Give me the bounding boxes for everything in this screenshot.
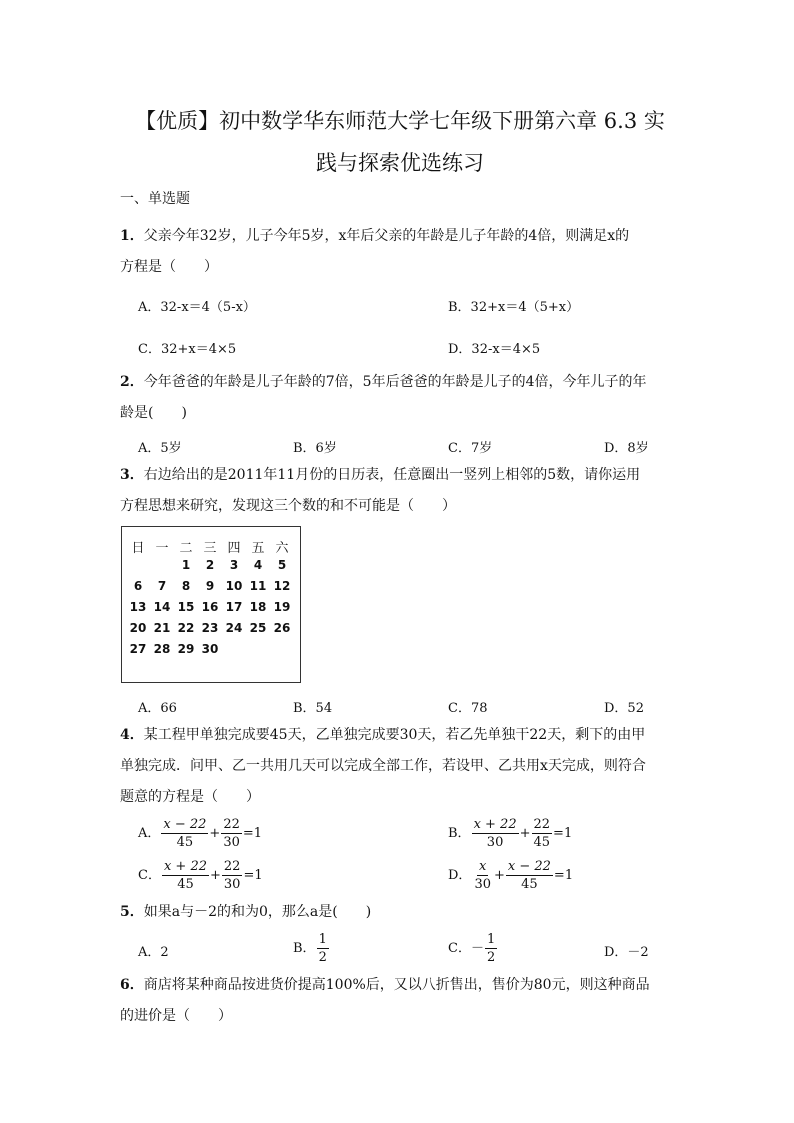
question-5	[120, 897, 680, 928]
document-title	[100, 100, 700, 184]
option-c[interactable]: C．78	[448, 701, 488, 716]
calendar-day: 30	[201, 642, 219, 656]
option-label: D．	[448, 868, 472, 883]
fraction-denominator: 30	[486, 835, 504, 850]
calendar-day: 23	[201, 621, 219, 635]
option-a[interactable]: A．2	[138, 945, 169, 960]
fraction-numerator: x	[479, 859, 487, 874]
option-b[interactable]	[293, 931, 330, 966]
fraction-numerator: 22	[223, 817, 240, 832]
calendar-header-cell: 五	[251, 541, 265, 556]
option-label: C．－	[448, 941, 484, 956]
calendar-day: 13	[129, 600, 147, 614]
calendar-header-cell: 二	[179, 541, 193, 556]
option-d[interactable]: D．－2	[604, 945, 649, 960]
fraction-numerator: 1	[318, 932, 327, 947]
option-a[interactable]: A．66	[138, 701, 177, 716]
option-label: B．	[293, 941, 316, 956]
option-c[interactable]: C．32+x＝4×5	[138, 342, 237, 357]
calendar-day: 8	[181, 579, 191, 593]
question-text: 方程思想来研究，发现这三个数的和不可能是（ ）	[120, 498, 456, 514]
fraction-numerator: 22	[223, 859, 241, 874]
calendar-day: 4	[253, 558, 263, 572]
section-heading: 一、单选题	[120, 191, 190, 207]
fraction-denominator: 45	[177, 877, 194, 892]
question-text: 龄是( )	[120, 405, 187, 421]
calendar-day: 16	[201, 600, 219, 614]
question-number: 2．	[120, 374, 144, 390]
option-d[interactable]	[448, 858, 573, 893]
calendar-day: 19	[273, 600, 291, 614]
calendar-day: 2	[205, 558, 215, 572]
calendar-table	[121, 526, 301, 683]
operator: +	[209, 868, 221, 883]
question-text: 商店将某种商品按进货价提高100%后，又以八折售出，售价为80元，则这种商品	[143, 977, 650, 993]
fraction-denominator: 45	[176, 835, 194, 850]
option-label: C．	[138, 868, 161, 883]
fraction	[317, 931, 329, 966]
option-d[interactable]: D．52	[604, 701, 644, 716]
equation-tail: =1	[243, 868, 263, 883]
calendar-day: 10	[225, 579, 243, 593]
option-c[interactable]	[138, 858, 263, 893]
option-c[interactable]: C．7岁	[448, 441, 493, 456]
option-a[interactable]: A．32-x＝4（5-x）	[138, 300, 256, 315]
calendar-header-cell: 一	[155, 541, 169, 556]
fraction-denominator: 30	[223, 877, 241, 892]
fraction-numerator: 22	[533, 817, 551, 832]
fraction-numerator: x − 22	[507, 859, 551, 874]
fraction-denominator: 30	[223, 835, 240, 850]
fraction-numerator: x + 22	[473, 817, 517, 832]
calendar-day: 22	[177, 621, 195, 635]
question-number: 5．	[120, 904, 144, 920]
question-text: 今年爸爸的年龄是儿子年龄的7倍，5年后爸爸的年龄是儿子的4倍，今年儿子的年	[143, 374, 647, 390]
question-number: 3．	[120, 467, 144, 483]
fraction-denominator: 30	[474, 877, 491, 892]
fraction	[472, 858, 493, 893]
question-4	[120, 720, 680, 813]
calendar-day: 12	[273, 579, 291, 593]
fraction-numerator: 1	[486, 932, 496, 947]
fraction-numerator: x + 22	[163, 859, 207, 874]
calendar-day: 1	[181, 558, 191, 572]
title-line-1: 【优质】初中数学华东师范大学七年级下册第六章 6.3 实	[135, 109, 665, 133]
title-line-2: 践与探索优选练习	[316, 151, 484, 175]
fraction	[162, 858, 209, 893]
option-b[interactable]: B．6岁	[293, 441, 337, 456]
question-text: 的进价是（ ）	[120, 1008, 232, 1024]
operator: +	[519, 826, 531, 841]
operator: +	[209, 826, 221, 841]
calendar-day: 9	[205, 579, 215, 593]
question-text: 方程是（ ）	[120, 259, 218, 275]
question-number: 6．	[120, 977, 144, 993]
equation-tail: =1	[553, 826, 573, 841]
fraction	[485, 931, 497, 966]
fraction-denominator: 2	[318, 950, 327, 965]
question-text: 父亲今年32岁，儿子今年5岁，x年后父亲的年龄是儿子年龄的4倍，则满足x的	[143, 228, 630, 244]
fraction	[472, 816, 519, 851]
option-label: B．	[448, 826, 471, 841]
calendar-header-cell: 日	[131, 541, 145, 556]
fraction	[506, 858, 553, 893]
calendar-day: 15	[177, 600, 195, 614]
calendar-header-cell: 三	[203, 541, 217, 556]
option-b[interactable]	[448, 816, 572, 851]
operator: +	[493, 868, 505, 883]
fraction-denominator: 45	[521, 877, 538, 892]
calendar-day: 26	[273, 621, 291, 635]
calendar-day: 27	[129, 642, 147, 656]
calendar-day: 5	[277, 558, 287, 572]
question-text: 如果a与－2的和为0，那么a是( )	[143, 904, 372, 920]
fraction	[221, 816, 242, 851]
calendar-day: 24	[225, 621, 243, 635]
option-a[interactable]	[138, 816, 262, 851]
calendar-day: 11	[249, 579, 267, 593]
calendar-header-cell: 六	[275, 541, 289, 556]
question-number: 1．	[120, 228, 144, 244]
option-c[interactable]	[448, 931, 498, 966]
calendar-header-cell: 四	[227, 541, 241, 556]
calendar-day: 3	[229, 558, 239, 572]
option-a[interactable]: A．5岁	[138, 441, 182, 456]
calendar-day: 29	[177, 642, 195, 656]
fraction	[222, 858, 243, 893]
option-b[interactable]: B．32+x＝4（5+x）	[448, 300, 580, 315]
option-d[interactable]: D．8岁	[604, 441, 649, 456]
fraction-denominator: 2	[486, 950, 496, 965]
calendar-day: 21	[153, 621, 171, 635]
option-label: A．	[138, 826, 161, 841]
calendar-day: 28	[153, 642, 171, 656]
question-text: 题意的方程是（ ）	[120, 789, 260, 805]
calendar-day: 6	[133, 579, 143, 593]
fraction-denominator: 45	[533, 835, 551, 850]
equation-tail: =1	[242, 826, 263, 841]
fraction-numerator: x − 22	[163, 817, 207, 832]
question-1	[120, 221, 680, 283]
question-2	[120, 367, 680, 429]
question-text: 单独完成．问甲、乙一共用几天可以完成全部工作，若设甲、乙共用x天完成，则符合	[120, 758, 646, 774]
question-3	[120, 460, 680, 522]
calendar-day: 14	[153, 600, 171, 614]
calendar-day: 25	[249, 621, 267, 635]
calendar-day: 7	[157, 579, 167, 593]
option-b[interactable]: B．54	[293, 701, 333, 716]
question-6	[120, 970, 680, 1032]
equation-tail: =1	[553, 868, 574, 883]
fraction	[532, 816, 553, 851]
option-d[interactable]: D．32-x＝4×5	[448, 342, 541, 357]
calendar-day: 17	[225, 600, 243, 614]
fraction	[161, 816, 208, 851]
question-number: 4．	[120, 727, 144, 743]
calendar-day: 20	[129, 621, 147, 635]
calendar-day: 18	[249, 600, 267, 614]
question-text: 右边给出的是2011年11月份的日历表，任意圈出一竖列上相邻的5数，请你运用	[143, 467, 641, 483]
question-text: 某工程甲单独完成要45天，乙单独完成要30天，若乙先单独干22天，剩下的由甲	[143, 727, 646, 743]
